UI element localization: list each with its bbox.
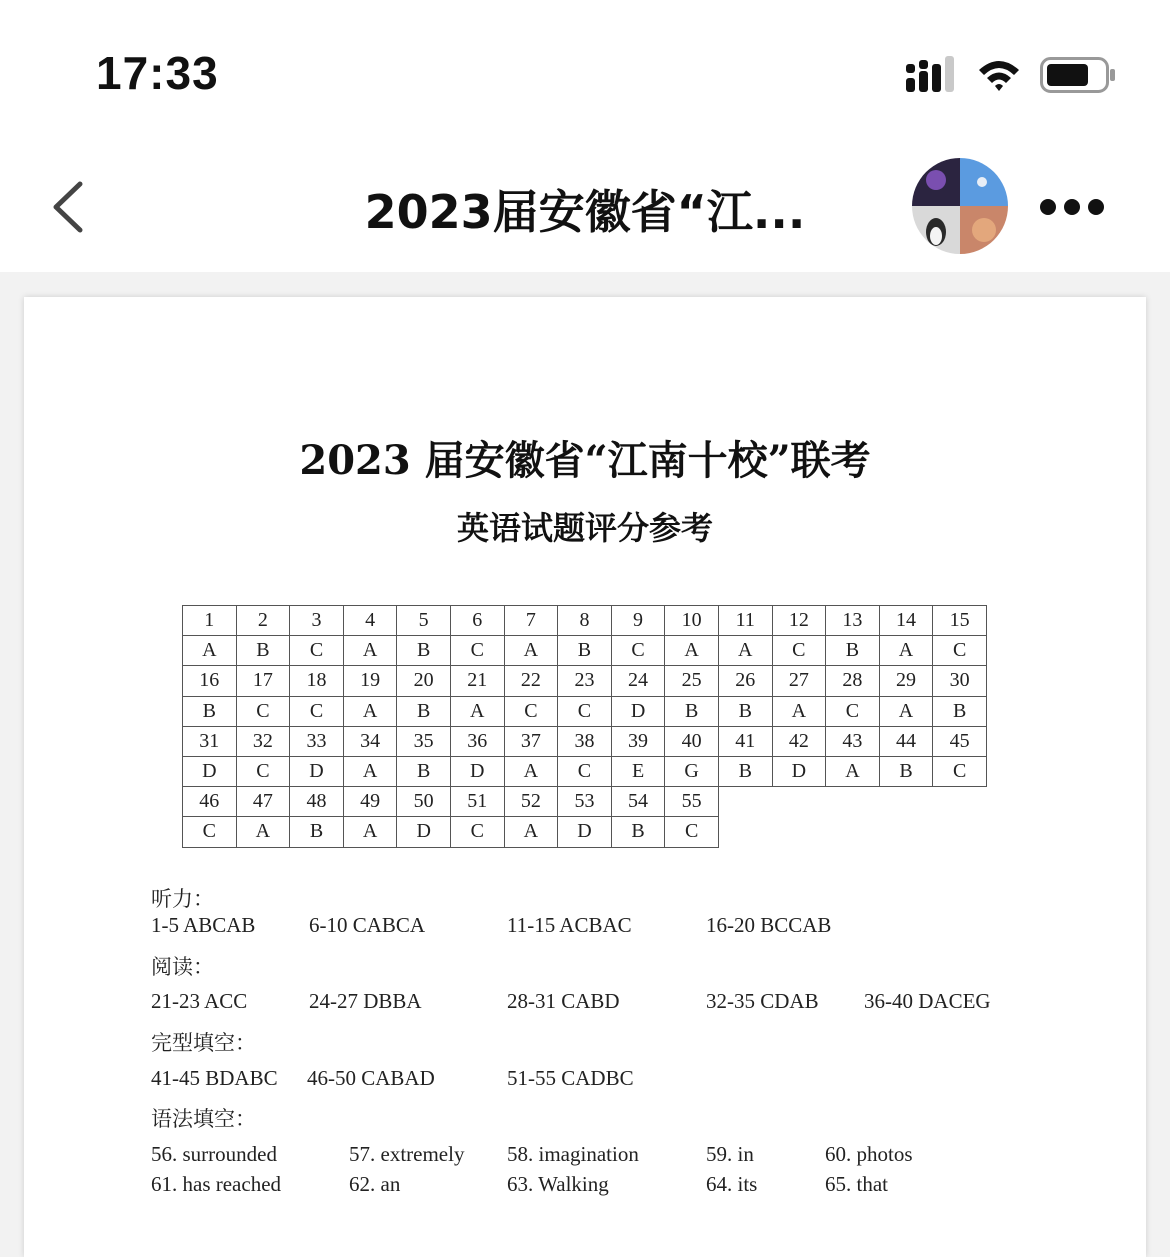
grammar-answer: 56. surrounded: [151, 1142, 277, 1166]
question-number-cell: 8: [558, 606, 612, 636]
answer-key-row: [183, 756, 987, 786]
listening-answer: 6-10 CABCA: [309, 913, 426, 937]
question-number-cell: 30: [933, 666, 987, 696]
answer-cell: D: [450, 756, 504, 786]
reading-answer: 24-27 DBBA: [309, 989, 422, 1013]
question-number-cell: 9: [611, 606, 665, 636]
grammar-answer: 64. its: [706, 1172, 758, 1196]
document-title: 2023届安徽省“江...: [364, 185, 806, 239]
grammar-answer: 61. has reached: [151, 1172, 282, 1196]
answer-cell: A: [718, 636, 772, 666]
answer-cell: A: [183, 636, 237, 666]
empty-cell: [933, 817, 987, 847]
answer-cell: B: [826, 636, 880, 666]
question-number-cell: 14: [879, 606, 933, 636]
answer-cell: B: [236, 636, 290, 666]
answer-cell: A: [343, 636, 397, 666]
answer-key-row: [183, 817, 987, 847]
question-number-cell: 49: [343, 787, 397, 817]
question-number-cell: 27: [772, 666, 826, 696]
question-number-cell: 18: [290, 666, 344, 696]
listening-label: 听力：: [151, 887, 214, 911]
answer-cell: A: [826, 756, 880, 786]
answer-cell: A: [343, 696, 397, 726]
cloze-answer: 46-50 CABAD: [307, 1066, 435, 1090]
answer-cell: D: [772, 756, 826, 786]
question-number-cell: 13: [826, 606, 880, 636]
question-number-row: [183, 787, 987, 817]
listening-answer: 11-15 ACBAC: [507, 913, 632, 937]
empty-cell: [772, 817, 826, 847]
answer-cell: B: [558, 636, 612, 666]
question-number-cell: 37: [504, 726, 558, 756]
answer-cell: A: [504, 636, 558, 666]
answer-cell: A: [504, 817, 558, 847]
empty-cell: [772, 787, 826, 817]
answer-cell: B: [718, 696, 772, 726]
question-number-cell: 25: [665, 666, 719, 696]
wifi-icon: [976, 56, 1022, 94]
doc-title: 2023 届安徽省“江南十校”联考: [299, 437, 871, 484]
answer-cell: C: [933, 756, 987, 786]
answer-cell: C: [236, 756, 290, 786]
answer-cell: C: [772, 636, 826, 666]
answer-cell: C: [933, 636, 987, 666]
question-number-cell: 28: [826, 666, 880, 696]
question-number-cell: 43: [826, 726, 880, 756]
battery-icon: [1040, 57, 1116, 93]
empty-cell: [718, 817, 772, 847]
answer-cell: E: [611, 756, 665, 786]
empty-cell: [879, 817, 933, 847]
cloze-label: 完型填空：: [151, 1031, 256, 1055]
question-number-cell: 51: [450, 787, 504, 817]
answer-key-row: [183, 636, 987, 666]
empty-cell: [826, 817, 880, 847]
answer-cell: G: [665, 756, 719, 786]
answer-cell: D: [611, 696, 665, 726]
question-number-cell: 31: [183, 726, 237, 756]
answer-cell: B: [397, 756, 451, 786]
answer-cell: B: [183, 696, 237, 726]
question-number-cell: 29: [879, 666, 933, 696]
question-number-cell: 7: [504, 606, 558, 636]
answer-cell: B: [397, 696, 451, 726]
answer-cell: B: [397, 636, 451, 666]
question-number-cell: 22: [504, 666, 558, 696]
question-number-cell: 48: [290, 787, 344, 817]
answer-cell: A: [450, 696, 504, 726]
question-number-row: [183, 726, 987, 756]
more-options-icon[interactable]: [1036, 194, 1108, 220]
answer-cell: A: [236, 817, 290, 847]
answer-cell: C: [665, 817, 719, 847]
empty-cell: [826, 787, 880, 817]
cloze-answer: 51-55 CADBC: [507, 1066, 634, 1090]
reading-label: 阅读：: [151, 955, 214, 979]
status-bar: [0, 0, 1170, 140]
question-number-cell: 50: [397, 787, 451, 817]
question-number-cell: 2: [236, 606, 290, 636]
empty-cell: [718, 787, 772, 817]
question-number-cell: 1: [183, 606, 237, 636]
question-number-cell: 46: [183, 787, 237, 817]
grammar-answer: 57. extremely: [349, 1142, 465, 1166]
answer-cell: D: [397, 817, 451, 847]
answer-cell: A: [879, 696, 933, 726]
question-number-cell: 47: [236, 787, 290, 817]
answer-cell: C: [290, 696, 344, 726]
question-number-cell: 16: [183, 666, 237, 696]
question-number-cell: 5: [397, 606, 451, 636]
question-number-cell: 53: [558, 787, 612, 817]
grammar-answer: 65. that: [825, 1172, 888, 1196]
question-number-cell: 41: [718, 726, 772, 756]
question-number-cell: 32: [236, 726, 290, 756]
answer-cell: C: [826, 696, 880, 726]
question-number-row: [183, 606, 987, 636]
answer-cell: A: [504, 756, 558, 786]
reading-answer: 21-23 ACC: [151, 989, 248, 1013]
question-number-cell: 17: [236, 666, 290, 696]
answer-cell: D: [558, 817, 612, 847]
grammar-answer: 63. Walking: [507, 1172, 609, 1196]
grammar-answer: 59. in: [706, 1142, 754, 1166]
question-number-cell: 23: [558, 666, 612, 696]
question-number-cell: 11: [718, 606, 772, 636]
answer-cell: A: [343, 817, 397, 847]
answer-cell: C: [558, 756, 612, 786]
answer-table: [182, 605, 987, 848]
question-number-cell: 54: [611, 787, 665, 817]
status-time: 17:33: [96, 47, 219, 99]
avatar[interactable]: [912, 158, 1008, 254]
listening-answer: 1-5 ABCAB: [151, 913, 256, 937]
answer-cell: B: [290, 817, 344, 847]
question-number-cell: 10: [665, 606, 719, 636]
question-number-cell: 21: [450, 666, 504, 696]
nav-bar: [0, 140, 1170, 272]
reading-answer: 36-40 DACEG: [864, 989, 991, 1013]
empty-cell: [879, 787, 933, 817]
question-number-cell: 38: [558, 726, 612, 756]
question-number-cell: 34: [343, 726, 397, 756]
answer-cell: C: [611, 636, 665, 666]
question-number-cell: 45: [933, 726, 987, 756]
answer-cell: A: [772, 696, 826, 726]
answer-cell: B: [665, 696, 719, 726]
reading-answer: 28-31 CABD: [507, 989, 620, 1013]
question-number-cell: 4: [343, 606, 397, 636]
answer-cell: B: [718, 756, 772, 786]
question-number-cell: 42: [772, 726, 826, 756]
answer-cell: B: [933, 696, 987, 726]
answer-cell: B: [611, 817, 665, 847]
answer-cell: A: [665, 636, 719, 666]
question-number-cell: 24: [611, 666, 665, 696]
answer-cell: B: [879, 756, 933, 786]
question-number-cell: 39: [611, 726, 665, 756]
question-number-row: [183, 666, 987, 696]
answer-cell: D: [183, 756, 237, 786]
question-number-cell: 12: [772, 606, 826, 636]
question-number-cell: 36: [450, 726, 504, 756]
answer-key-row: [183, 696, 987, 726]
answer-cell: C: [183, 817, 237, 847]
empty-cell: [933, 787, 987, 817]
question-number-cell: 40: [665, 726, 719, 756]
question-number-cell: 3: [290, 606, 344, 636]
reading-answer: 32-35 CDAB: [706, 989, 819, 1013]
answer-cell: C: [450, 817, 504, 847]
answer-cell: C: [290, 636, 344, 666]
cloze-answer: 41-45 BDABC: [151, 1066, 278, 1090]
question-number-cell: 35: [397, 726, 451, 756]
question-number-cell: 6: [450, 606, 504, 636]
document-page: [24, 297, 1146, 1257]
answer-cell: C: [558, 696, 612, 726]
answer-cell: C: [504, 696, 558, 726]
answer-cell: C: [450, 636, 504, 666]
grammar-answer: 62. an: [349, 1172, 401, 1196]
cellular-signal-icon: [906, 56, 960, 94]
question-number-cell: 26: [718, 666, 772, 696]
answer-cell: C: [236, 696, 290, 726]
answer-cell: A: [879, 636, 933, 666]
listening-answer: 16-20 BCCAB: [706, 913, 832, 937]
grammar-answer: 58. imagination: [507, 1142, 639, 1166]
question-number-cell: 19: [343, 666, 397, 696]
question-number-cell: 33: [290, 726, 344, 756]
back-arrow-icon[interactable]: [48, 180, 88, 234]
question-number-cell: 15: [933, 606, 987, 636]
question-number-cell: 20: [397, 666, 451, 696]
answer-cell: D: [290, 756, 344, 786]
answer-cell: A: [343, 756, 397, 786]
question-number-cell: 44: [879, 726, 933, 756]
question-number-cell: 52: [504, 787, 558, 817]
doc-subtitle: 英语试题评分参考: [456, 509, 713, 547]
grammar-answer: 60. photos: [825, 1142, 913, 1166]
grammar-label: 语法填空：: [151, 1107, 256, 1131]
question-number-cell: 55: [665, 787, 719, 817]
